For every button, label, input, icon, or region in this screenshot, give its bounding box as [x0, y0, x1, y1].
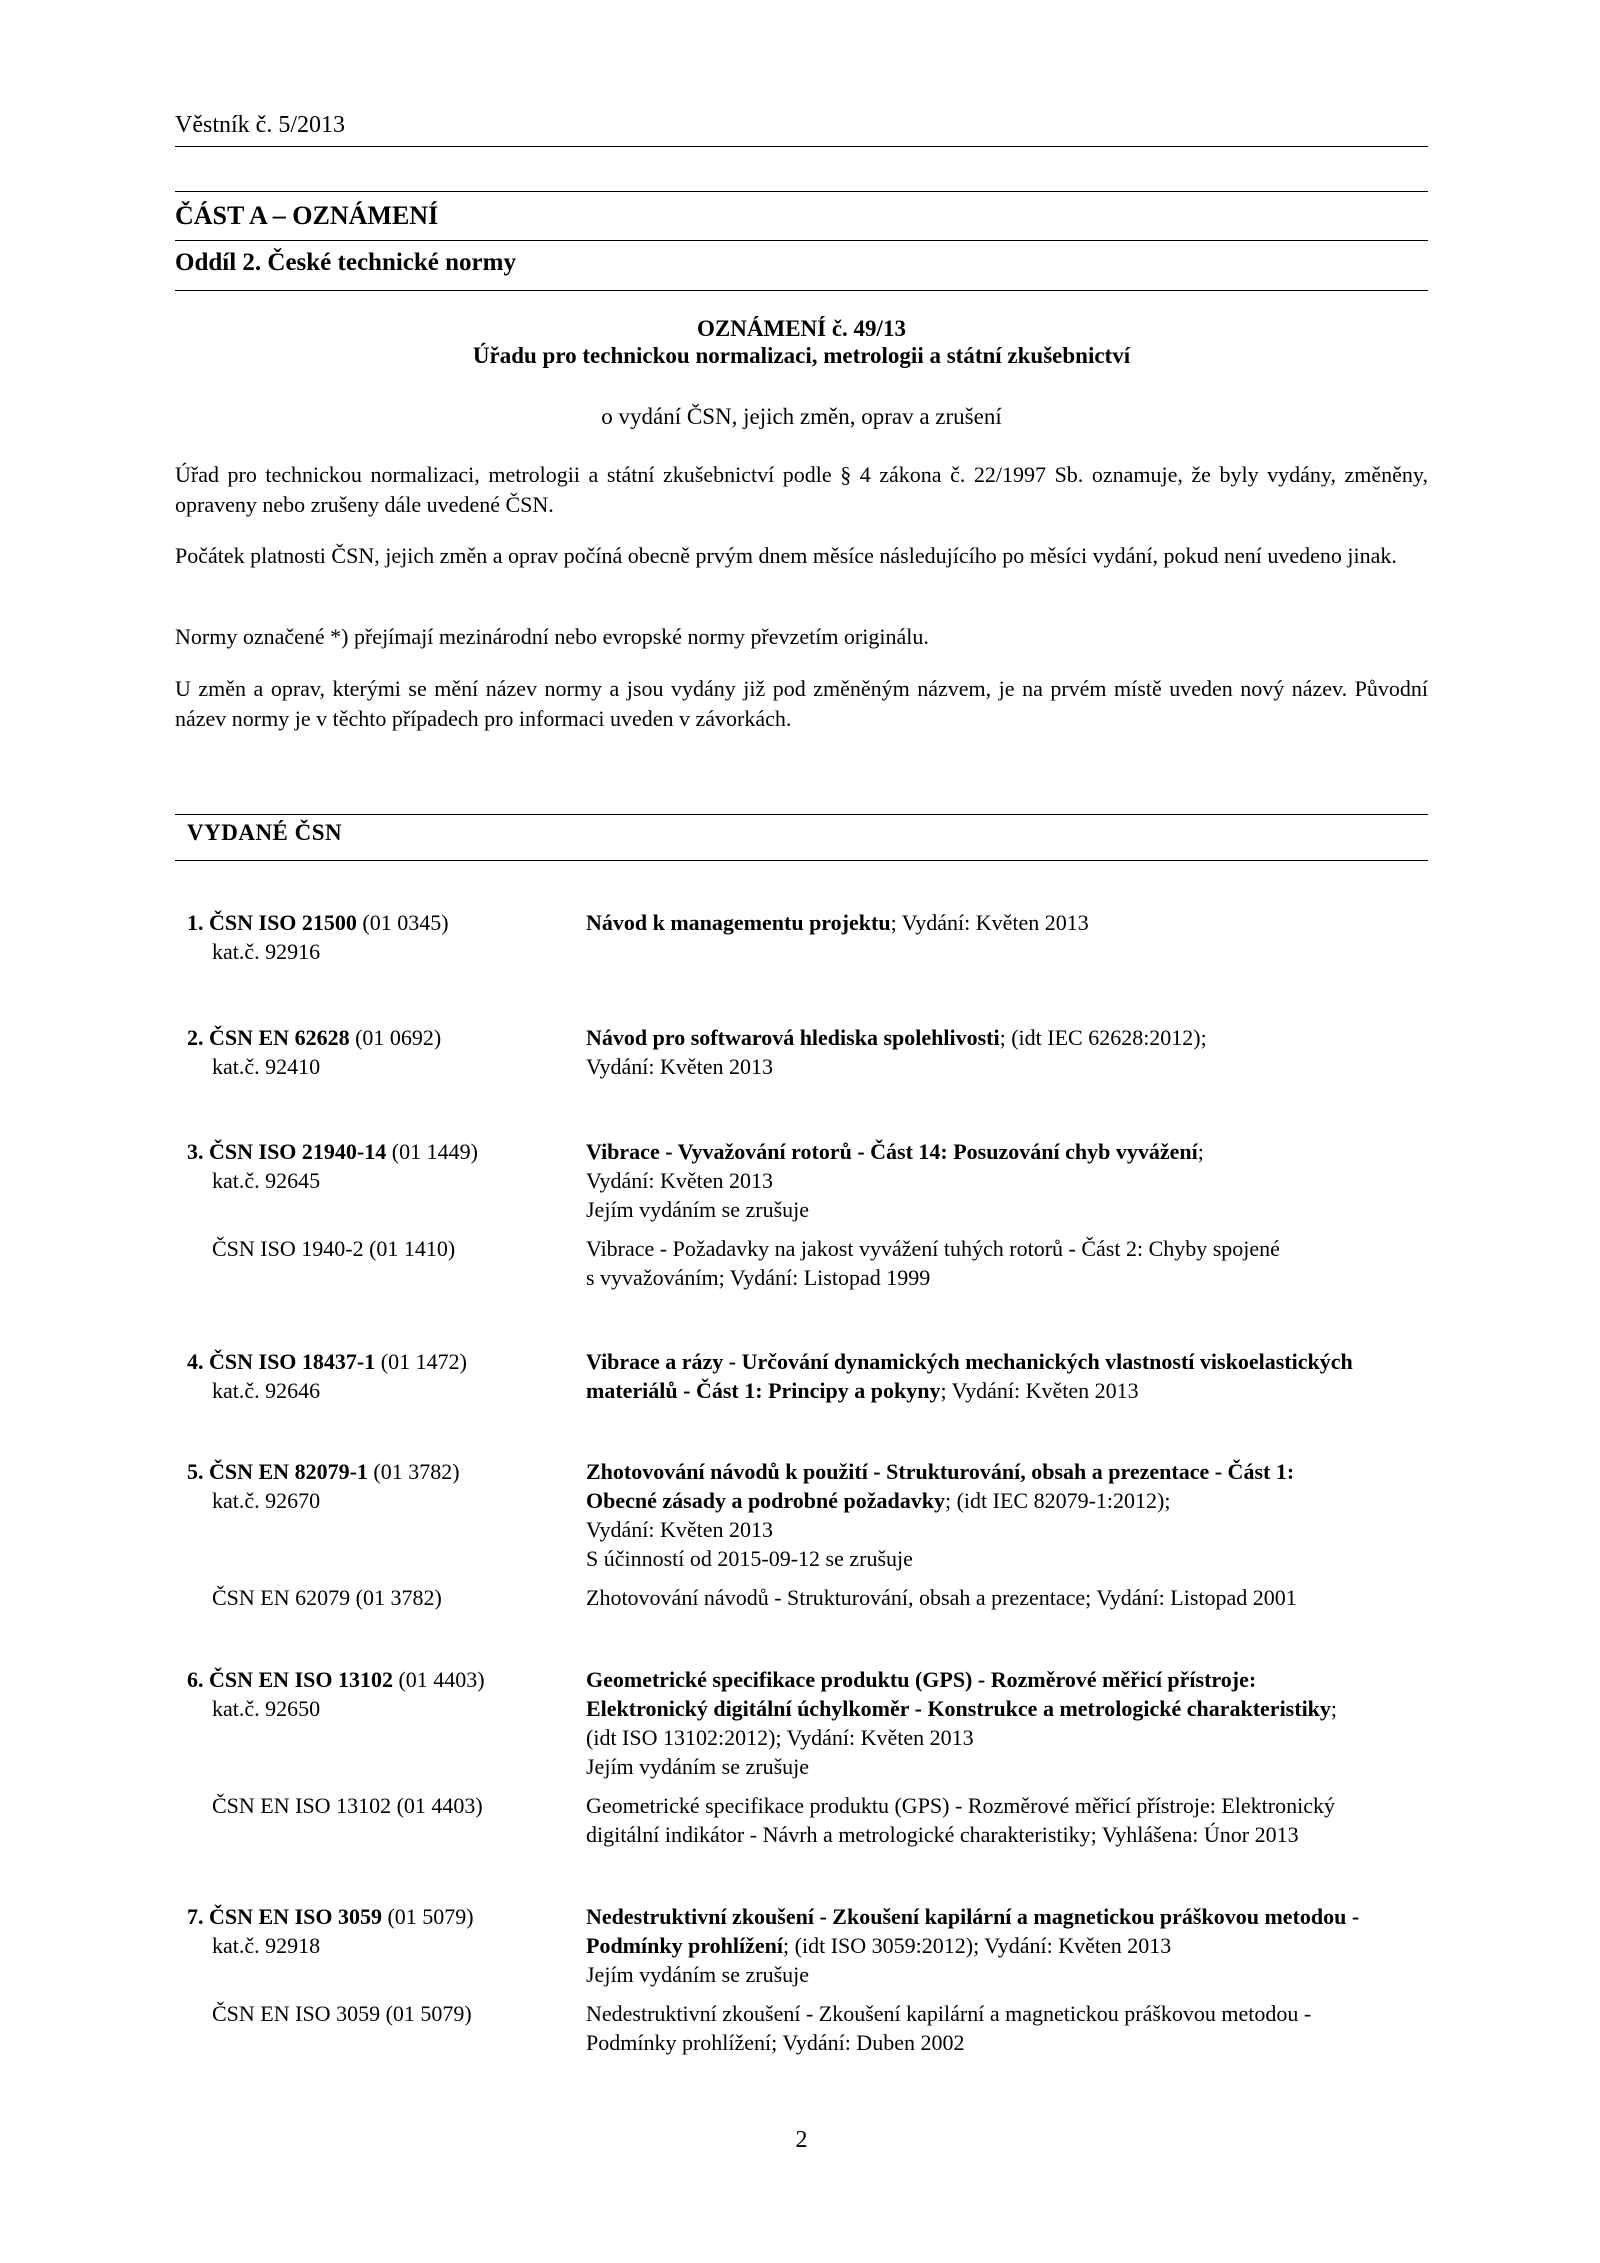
standard-description — [586, 1457, 1428, 1573]
standard-designation — [187, 1665, 587, 1723]
standard-designation — [187, 1902, 587, 1960]
standard-designation — [187, 1023, 587, 1081]
issued-rule-bottom — [175, 860, 1428, 861]
notice-paragraph: Počátek platnosti ČSN, jejich změn a oprav počíná obecně prvým dnem měsíce následujícího po měsíci vydání, pokud není uvedeno jinak. — [175, 543, 1397, 568]
catalog-number: kat.č. 92918 — [212, 1933, 321, 1958]
notice-issuer: Úřadu pro technickou normalizaci, metrologii a státní zkušebnictví — [472, 343, 1131, 368]
replaced-text-line: Geometrické specifikace produktu (GPS) - Rozměrové měřicí přístroje: Elektronický — [586, 1793, 1335, 1818]
standard-designation — [187, 908, 587, 966]
standard-detail-line: Jejím vydáním se zrušuje — [586, 1754, 810, 1779]
standard-description — [586, 1902, 1428, 1989]
standard-code: ČSN EN 62628 — [209, 1025, 350, 1050]
entry-number: 5. — [187, 1459, 204, 1484]
notice-paragraph: Normy označené *) přejímají mezinárodní nebo evropské normy převzetím originálu. — [175, 624, 929, 649]
classification-code: (01 1472) — [380, 1349, 467, 1374]
replaced-standard-description — [586, 1234, 1428, 1292]
standard-title: materiálů - Část 1: Principy a pokyny — [586, 1378, 941, 1403]
section-title: Oddíl 2. České technické normy — [175, 249, 516, 276]
entry-number: 1. — [187, 910, 204, 935]
standard-detail-line: S účinností od 2015-09-12 se zrušuje — [586, 1546, 913, 1571]
standard-code: ČSN EN ISO 13102 — [209, 1667, 393, 1692]
replaced-standard-description — [586, 1999, 1428, 2057]
standard-detail-line: Vydání: Květen 2013 — [586, 1517, 773, 1542]
notice-subject: o vydání ČSN, jejich změn, oprav a zrušení — [601, 404, 1002, 429]
standard-detail: ; (idt IEC 82079-1:2012); — [944, 1488, 1171, 1513]
replaced-text-line: s vyvažováním; Vydání: Listopad 1999 — [586, 1265, 931, 1290]
catalog-number: kat.č. 92646 — [212, 1378, 321, 1403]
notice-number: OZNÁMENÍ č. 49/13 — [697, 316, 906, 341]
replaced-text-line: Nedestruktivní zkoušení - Zkoušení kapilární a magnetickou práškovou metodou - — [586, 2001, 1312, 2026]
replaced-standard-description — [586, 1583, 1428, 1612]
replaced-standard-description — [586, 1791, 1428, 1849]
standard-code: ČSN ISO 21500 — [209, 910, 357, 935]
standard-description — [586, 908, 1428, 937]
catalog-number: kat.č. 92645 — [212, 1168, 321, 1193]
part-rule-bottom — [175, 240, 1428, 241]
standard-detail: ; — [1330, 1696, 1338, 1721]
part-rule-top — [175, 191, 1428, 192]
catalog-number: kat.č. 92670 — [212, 1488, 321, 1513]
standard-detail: ; (idt IEC 62628:2012); — [999, 1025, 1207, 1050]
standard-title: Podmínky prohlížení — [586, 1933, 784, 1958]
standard-detail-line: Jejím vydáním se zrušuje — [586, 1962, 810, 1987]
standard-code: ČSN EN ISO 3059 — [209, 1904, 382, 1929]
catalog-number: kat.č. 92650 — [212, 1696, 321, 1721]
standard-code: ČSN ISO 21940-14 — [209, 1139, 387, 1164]
classification-code: (01 0692) — [355, 1025, 442, 1050]
replaced-text-line: Zhotovování návodů - Strukturování, obsah a prezentace; Vydání: Listopad 2001 — [586, 1585, 1297, 1610]
standard-detail: ; Vydání: Květen 2013 — [890, 910, 1089, 935]
standard-detail-line: Vydání: Květen 2013 — [586, 1054, 773, 1079]
standard-title: Vibrace - Vyvažování rotorů - Část 14: Posuzování chyb vyvážení — [586, 1139, 1198, 1164]
notice-paragraph: Úřad pro technickou normalizaci, metrologii a státní zkušebnictví podle § 4 zákona č. 22/1997 Sb. oznamuje, že byly vydány, změněny, opraveny nebo zrušeny dále uvedené ČSN. — [175, 462, 1428, 517]
replaced-standard-code: ČSN EN ISO 3059 (01 5079) — [212, 2001, 472, 2026]
catalog-number: kat.č. 92916 — [212, 939, 321, 964]
standard-description — [586, 1665, 1428, 1781]
standard-detail: ; — [1197, 1139, 1204, 1164]
entry-number: 3. — [187, 1139, 204, 1164]
classification-code: (01 1449) — [391, 1139, 478, 1164]
standard-detail: ; (idt ISO 3059:2012); Vydání: Květen 2013 — [783, 1933, 1172, 1958]
issued-section-title: VYDANÉ ČSN — [187, 820, 343, 845]
classification-code: (01 4403) — [398, 1667, 485, 1692]
classification-code: (01 3782) — [373, 1459, 460, 1484]
replaced-text-line: Podmínky prohlížení; Vydání: Duben 2002 — [586, 2030, 965, 2055]
standard-detail: ; Vydání: Květen 2013 — [940, 1378, 1139, 1403]
standard-detail-line: Jejím vydáním se zrušuje — [586, 1197, 810, 1222]
replaced-text-line: Vibrace - Požadavky na jakost vyvážení tuhých rotorů - Část 2: Chyby spojené — [586, 1236, 1280, 1261]
replaced-standard-code: ČSN ISO 1940-2 (01 1410) — [212, 1236, 456, 1261]
publication-header: Věstník č. 5/2013 — [175, 112, 345, 138]
entry-number: 6. — [187, 1667, 204, 1692]
replaced-standard-code: ČSN EN ISO 13102 (01 4403) — [212, 1793, 483, 1818]
standard-title: Zhotovování návodů k použití - Strukturování, obsah a prezentace - Část 1: — [586, 1459, 1295, 1484]
standard-code: ČSN ISO 18437-1 — [209, 1349, 376, 1374]
replaced-text-line: digitální indikátor - Návrh a metrologické charakteristiky; Vyhlášena: Únor 2013 — [586, 1822, 1299, 1847]
classification-code: (01 0345) — [362, 910, 449, 935]
standard-title: Obecné zásady a podrobné požadavky — [586, 1488, 945, 1513]
issued-rule-top — [175, 814, 1428, 815]
entry-number: 7. — [187, 1904, 204, 1929]
notice-paragraph: U změn a oprav, kterými se mění název normy a jsou vydány již pod změněným názvem, je na prvém místě uveden nový název. Původní název normy je v těchto případech pro informaci uveden v závorkách. — [175, 676, 1428, 731]
section-rule — [175, 290, 1428, 291]
header-rule — [175, 146, 1428, 147]
catalog-number: kat.č. 92410 — [212, 1054, 321, 1079]
page-number: 2 — [795, 2127, 808, 2153]
entry-number: 4. — [187, 1349, 204, 1374]
standard-title: Vibrace a rázy - Určování dynamických mechanických vlastností viskoelastických — [586, 1349, 1353, 1374]
standard-designation — [187, 1347, 587, 1405]
standard-title: Návod pro softwarová hlediska spolehlivosti — [586, 1025, 1000, 1050]
standard-designation — [187, 1137, 587, 1195]
replaced-standard-code: ČSN EN 62079 (01 3782) — [212, 1585, 442, 1610]
standard-description — [586, 1137, 1428, 1224]
entry-number: 2. — [187, 1025, 204, 1050]
part-title: ČÁST A – OZNÁMENÍ — [175, 201, 439, 230]
classification-code: (01 5079) — [387, 1904, 474, 1929]
standard-designation — [187, 1457, 587, 1515]
standard-code: ČSN EN 82079-1 — [209, 1459, 368, 1484]
standard-title: Elektronický digitální úchylkoměr - Konstrukce a metrologické charakteristiky — [586, 1696, 1331, 1721]
standard-detail-line: (idt ISO 13102:2012); Vydání: Květen 2013 — [586, 1725, 974, 1750]
standard-description — [586, 1347, 1428, 1405]
standard-title: Návod k managementu projektu — [586, 910, 891, 935]
standard-description — [586, 1023, 1428, 1081]
standard-title: Geometrické specifikace produktu (GPS) - Rozměrové měřicí přístroje: — [586, 1667, 1257, 1692]
standard-detail-line: Vydání: Květen 2013 — [586, 1168, 773, 1193]
standard-title: Nedestruktivní zkoušení - Zkoušení kapilární a magnetickou práškovou metodou - — [586, 1904, 1360, 1929]
